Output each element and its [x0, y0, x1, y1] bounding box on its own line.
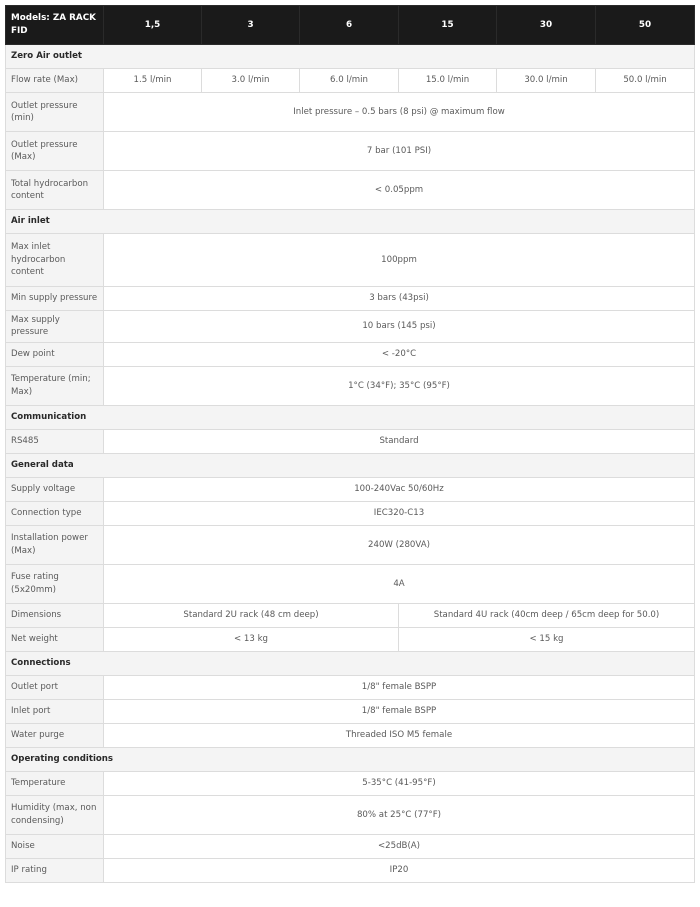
cell-value: Inlet pressure – 0.5 bars (8 psi) @ maximum flow — [104, 93, 695, 132]
table-row — [6, 171, 695, 210]
row-label: Max inlet hydrocarbon content — [6, 234, 104, 287]
table-row — [6, 675, 695, 699]
row-label: Total hydrocarbon content — [6, 171, 104, 210]
table-row — [6, 525, 695, 564]
row-label: Supply voltage — [6, 477, 104, 501]
row-label: Noise — [6, 834, 104, 858]
cell-value: 3 bars (43psi) — [104, 287, 695, 311]
row-label: IP rating — [6, 858, 104, 882]
specifications-table — [5, 5, 695, 883]
section-header-row — [6, 453, 695, 477]
table-row — [6, 699, 695, 723]
cell-value: 6.0 l/min — [300, 69, 399, 93]
model-column-header: 30 — [497, 6, 596, 45]
row-label: Flow rate (Max) — [6, 69, 104, 93]
table-row — [6, 627, 695, 651]
cell-value: 1°C (34°F); 35°C (95°F) — [104, 366, 695, 405]
cell-value: Standard 2U rack (48 cm deep) — [104, 603, 399, 627]
table-row — [6, 564, 695, 603]
cell-value: 1.5 l/min — [104, 69, 202, 93]
table-row — [6, 771, 695, 795]
table-row — [6, 795, 695, 834]
section-title: Zero Air outlet — [6, 45, 695, 69]
cell-value: 1/8" female BSPP — [104, 699, 695, 723]
cell-value: 30.0 l/min — [497, 69, 596, 93]
cell-value: IEC320-C13 — [104, 501, 695, 525]
table-row — [6, 287, 695, 311]
row-label: Net weight — [6, 627, 104, 651]
section-title: Operating conditions — [6, 747, 695, 771]
model-column-header: 6 — [300, 6, 399, 45]
section-header-row — [6, 45, 695, 69]
row-label: Installation power (Max) — [6, 525, 104, 564]
model-header: Models: ZA RACK FID — [6, 6, 104, 45]
model-column-header: 1,5 — [104, 6, 202, 45]
row-label: Outlet pressure (Max) — [6, 132, 104, 171]
table-row — [6, 603, 695, 627]
model-column-header: 3 — [202, 6, 300, 45]
section-header-row — [6, 210, 695, 234]
cell-value: < 13 kg — [104, 627, 399, 651]
row-label: Outlet pressure (min) — [6, 93, 104, 132]
row-label: Temperature (min; Max) — [6, 366, 104, 405]
header-row — [6, 6, 695, 45]
table-row — [6, 93, 695, 132]
table-row — [6, 342, 695, 366]
cell-value: <25dB(A) — [104, 834, 695, 858]
row-label: Dew point — [6, 342, 104, 366]
row-label: RS485 — [6, 429, 104, 453]
section-title: Connections — [6, 651, 695, 675]
cell-value: 100-240Vac 50/60Hz — [104, 477, 695, 501]
cell-value: 4A — [104, 564, 695, 603]
cell-value: Threaded ISO M5 female — [104, 723, 695, 747]
row-label: Max supply pressure — [6, 311, 104, 343]
table-row — [6, 366, 695, 405]
table-row — [6, 69, 695, 93]
cell-value: 50.0 l/min — [596, 69, 695, 93]
cell-value: 3.0 l/min — [202, 69, 300, 93]
table-row — [6, 723, 695, 747]
row-label: Humidity (max, non condensing) — [6, 795, 104, 834]
row-label: Water purge — [6, 723, 104, 747]
table-row — [6, 834, 695, 858]
row-label: Connection type — [6, 501, 104, 525]
cell-value: 240W (280VA) — [104, 525, 695, 564]
cell-value: 15.0 l/min — [399, 69, 497, 93]
cell-value: 5-35°C (41-95°F) — [104, 771, 695, 795]
cell-value: < 15 kg — [399, 627, 695, 651]
section-header-row — [6, 405, 695, 429]
table-row — [6, 501, 695, 525]
cell-value: < 0.05ppm — [104, 171, 695, 210]
row-label: Temperature — [6, 771, 104, 795]
row-label: Inlet port — [6, 699, 104, 723]
table-row — [6, 858, 695, 882]
model-column-header: 50 — [596, 6, 695, 45]
cell-value: 100ppm — [104, 234, 695, 287]
cell-value: 7 bar (101 PSI) — [104, 132, 695, 171]
section-title: General data — [6, 453, 695, 477]
cell-value: Standard — [104, 429, 695, 453]
cell-value: 1/8" female BSPP — [104, 675, 695, 699]
section-title: Communication — [6, 405, 695, 429]
row-label: Fuse rating (5x20mm) — [6, 564, 104, 603]
row-label: Dimensions — [6, 603, 104, 627]
cell-value: IP20 — [104, 858, 695, 882]
cell-value: 80% at 25°C (77°F) — [104, 795, 695, 834]
cell-value: Standard 4U rack (40cm deep / 65cm deep for 50.0) — [399, 603, 695, 627]
cell-value: < -20°C — [104, 342, 695, 366]
cell-value: 10 bars (145 psi) — [104, 311, 695, 343]
section-header-row — [6, 651, 695, 675]
section-header-row — [6, 747, 695, 771]
row-label: Min supply pressure — [6, 287, 104, 311]
row-label: Outlet port — [6, 675, 104, 699]
model-column-header: 15 — [399, 6, 497, 45]
table-row — [6, 234, 695, 287]
section-title: Air inlet — [6, 210, 695, 234]
table-row — [6, 132, 695, 171]
table-row — [6, 477, 695, 501]
table-row — [6, 311, 695, 343]
table-row — [6, 429, 695, 453]
